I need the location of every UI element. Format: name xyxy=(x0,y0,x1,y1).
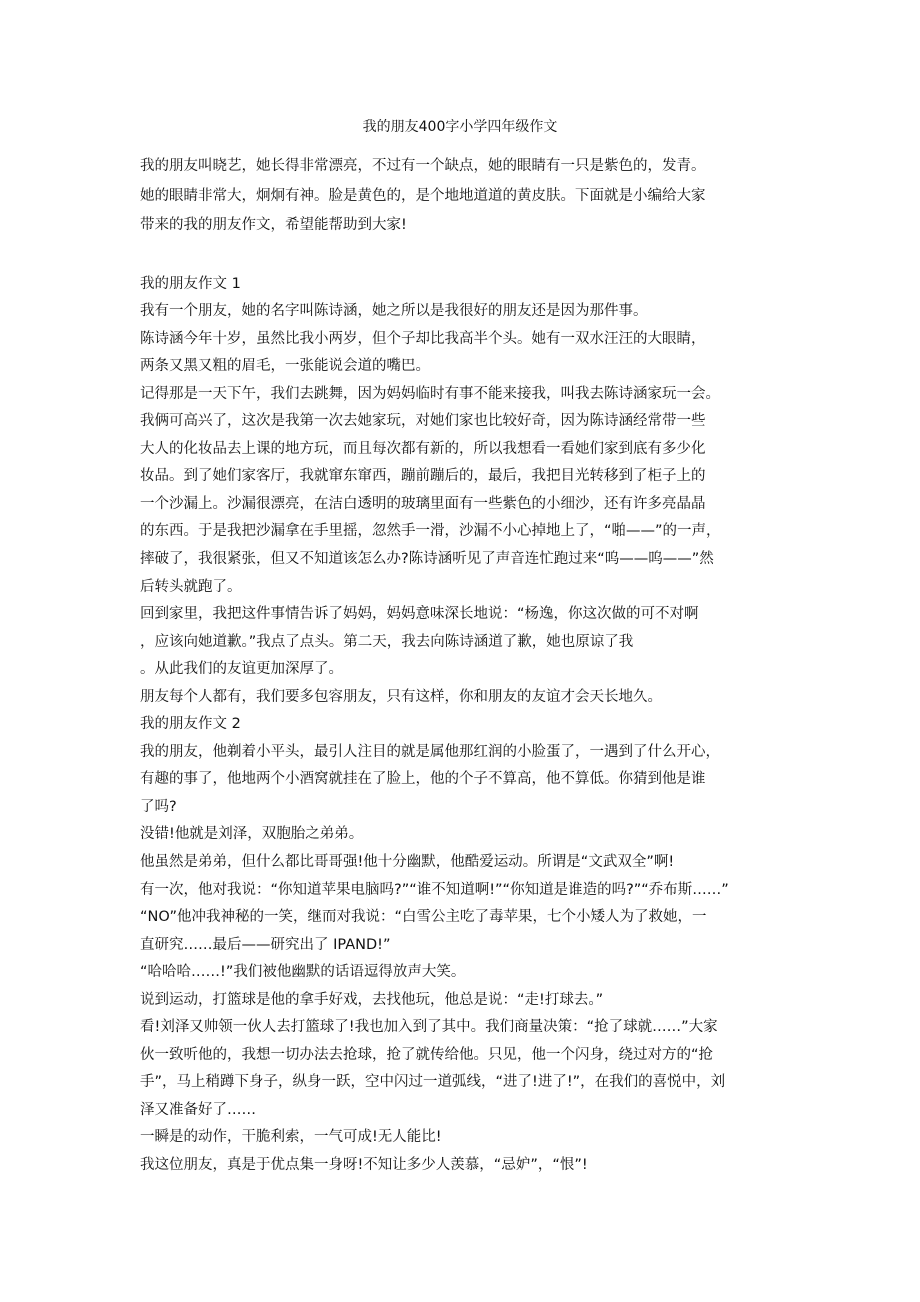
text-line: 看!刘泽又帅领一伙人去打篮球了!我也加入到了其中。我们商量决策：“抢了球就……”大家 xyxy=(140,1019,718,1036)
text-line: 我的朋友，他剃着小平头，最引人注目的就是属他那红润的小脸蛋了，一遇到了什么开心， xyxy=(140,743,720,760)
text-line: 。从此我们的友谊更加深厚了。 xyxy=(140,661,343,678)
text-line: 朋友每个人都有，我们要多包容朋友，只有这样，你和朋友的友谊才会天长地久。 xyxy=(140,688,662,705)
text-line: 带来的我的朋友作文，希望能帮助到大家! xyxy=(140,217,407,233)
text-line: “NO”他冲我神秘的一笑，继而对我说：“白雪公主吃了毒苹果，七个小矮人为了救她，一 xyxy=(140,909,707,926)
text-line: 手”，马上稍蹲下身子，纵身一跃，空中闪过一道弧线，“进了!进了!”，在我们的喜悦中，刘 xyxy=(140,1074,726,1091)
section-heading: 我的朋友作文 2 xyxy=(140,716,241,733)
document-body xyxy=(140,152,820,1180)
text-line: 后转头就跑了。 xyxy=(140,578,242,595)
paragraph-gap xyxy=(140,241,820,271)
text-line: 直研究……最后——研究出了 IPAND!” xyxy=(140,936,391,953)
text-line: 有趣的事了，他地两个小酒窝就挂在了脸上，他的个子不算高，他不算低。你猜到他是谁 xyxy=(140,771,706,788)
text-line: ，应该向她道歉。”我点了点头。第二天，我去向陈诗涵道了歉，她也原谅了我 xyxy=(140,633,634,650)
text-line: 摔破了，我很紧张，但又不知道该怎么办?陈诗涵听见了声音连忙跑过来“呜——呜——”然 xyxy=(140,550,714,567)
text-line: 大人的化妆品去上课的地方玩，而且每次都有新的，所以我想看一看她们家到底有多少化 xyxy=(140,440,706,457)
essay-body xyxy=(140,271,820,1180)
text-line: 一瞬是的动作，干脆利索，一气可成!无人能比! xyxy=(140,1129,442,1146)
text-line: 我的朋友叫晓艺，她长得非常漂亮，不过有一个缺点，她的眼睛有一只是紫色的，发青。 xyxy=(140,158,706,174)
text-line: 妆品。到了她们家客厅，我就窜东窜西，蹦前蹦后的，最后，我把目光转移到了柜子上的 xyxy=(140,468,706,485)
text-line: 她的眼睛非常大，炯炯有神。脸是黄色的，是个地地道道的黄皮肤。下面就是小编给大家 xyxy=(140,187,706,204)
section-heading: 我的朋友作文 1 xyxy=(140,275,241,292)
text-line: 说到运动，打篮球是他的拿手好戏，去找他玩，他总是说：“走!打球去。” xyxy=(140,991,604,1008)
text-line: 我有一个朋友，她的名字叫陈诗涵，她之所以是我很好的朋友还是因为那件事。 xyxy=(140,303,648,320)
text-line: 他虽然是弟弟，但什么都比哥哥强!他十分幽默，他酷爱运动。所谓是“文武双全”啊! xyxy=(140,853,675,870)
text-line: 没错!他就是刘泽，双胞胎之弟弟。 xyxy=(140,826,364,843)
text-line: 伙一致听他的，我想一切办法去抢球，抢了就传给他。只见，他一个闪身，绕过对方的“抢 xyxy=(140,1046,714,1063)
document-title: 我的朋友400字小学四年级作文 xyxy=(362,119,558,135)
text-line: 泽又准备好了…… xyxy=(140,1101,256,1118)
intro-paragraph xyxy=(140,152,820,241)
text-line: 两条又黑又粗的眉毛，一张能说会道的嘴巴。 xyxy=(140,358,430,375)
text-line: 陈诗涵今年十岁，虽然比我小两岁，但个子却比我高半个头。她有一双水汪汪的大眼睛， xyxy=(140,330,706,347)
text-line: 一个沙漏上。沙漏很漂亮，在洁白透明的玻璃里面有一些紫色的小细沙，还有许多亮晶晶 xyxy=(140,495,706,512)
text-line: 回到家里，我把这件事情告诉了妈妈，妈妈意味深长地说：“杨逸，你这次做的可不对啊 xyxy=(140,606,699,623)
text-line: 记得那是一天下午，我们去跳舞，因为妈妈临时有事不能来接我，叫我去陈诗涵家玩一会。 xyxy=(140,385,720,402)
text-line: 我这位朋友，真是于优点集一身呀!不知让多少人羡慕，“忌妒”，“恨”! xyxy=(140,1157,588,1173)
text-line: 我俩可高兴了，这次是我第一次去她家玩，对她们家也比较好奇，因为陈诗涵经常带一些 xyxy=(140,413,706,430)
text-line: 了吗? xyxy=(140,798,177,815)
text-line: “哈哈哈……!”我们被他幽默的话语逗得放声大笑。 xyxy=(140,964,466,981)
text-line: 的东西。于是我把沙漏拿在手里摇，忽然手一滑，沙漏不小心掉地上了，“啪——”的一声， xyxy=(140,523,721,540)
text-line: 有一次，他对我说：“你知道苹果电脑吗?”“谁不知道啊!”“你知道是谁造的吗?”“乔布斯……” xyxy=(140,881,729,898)
